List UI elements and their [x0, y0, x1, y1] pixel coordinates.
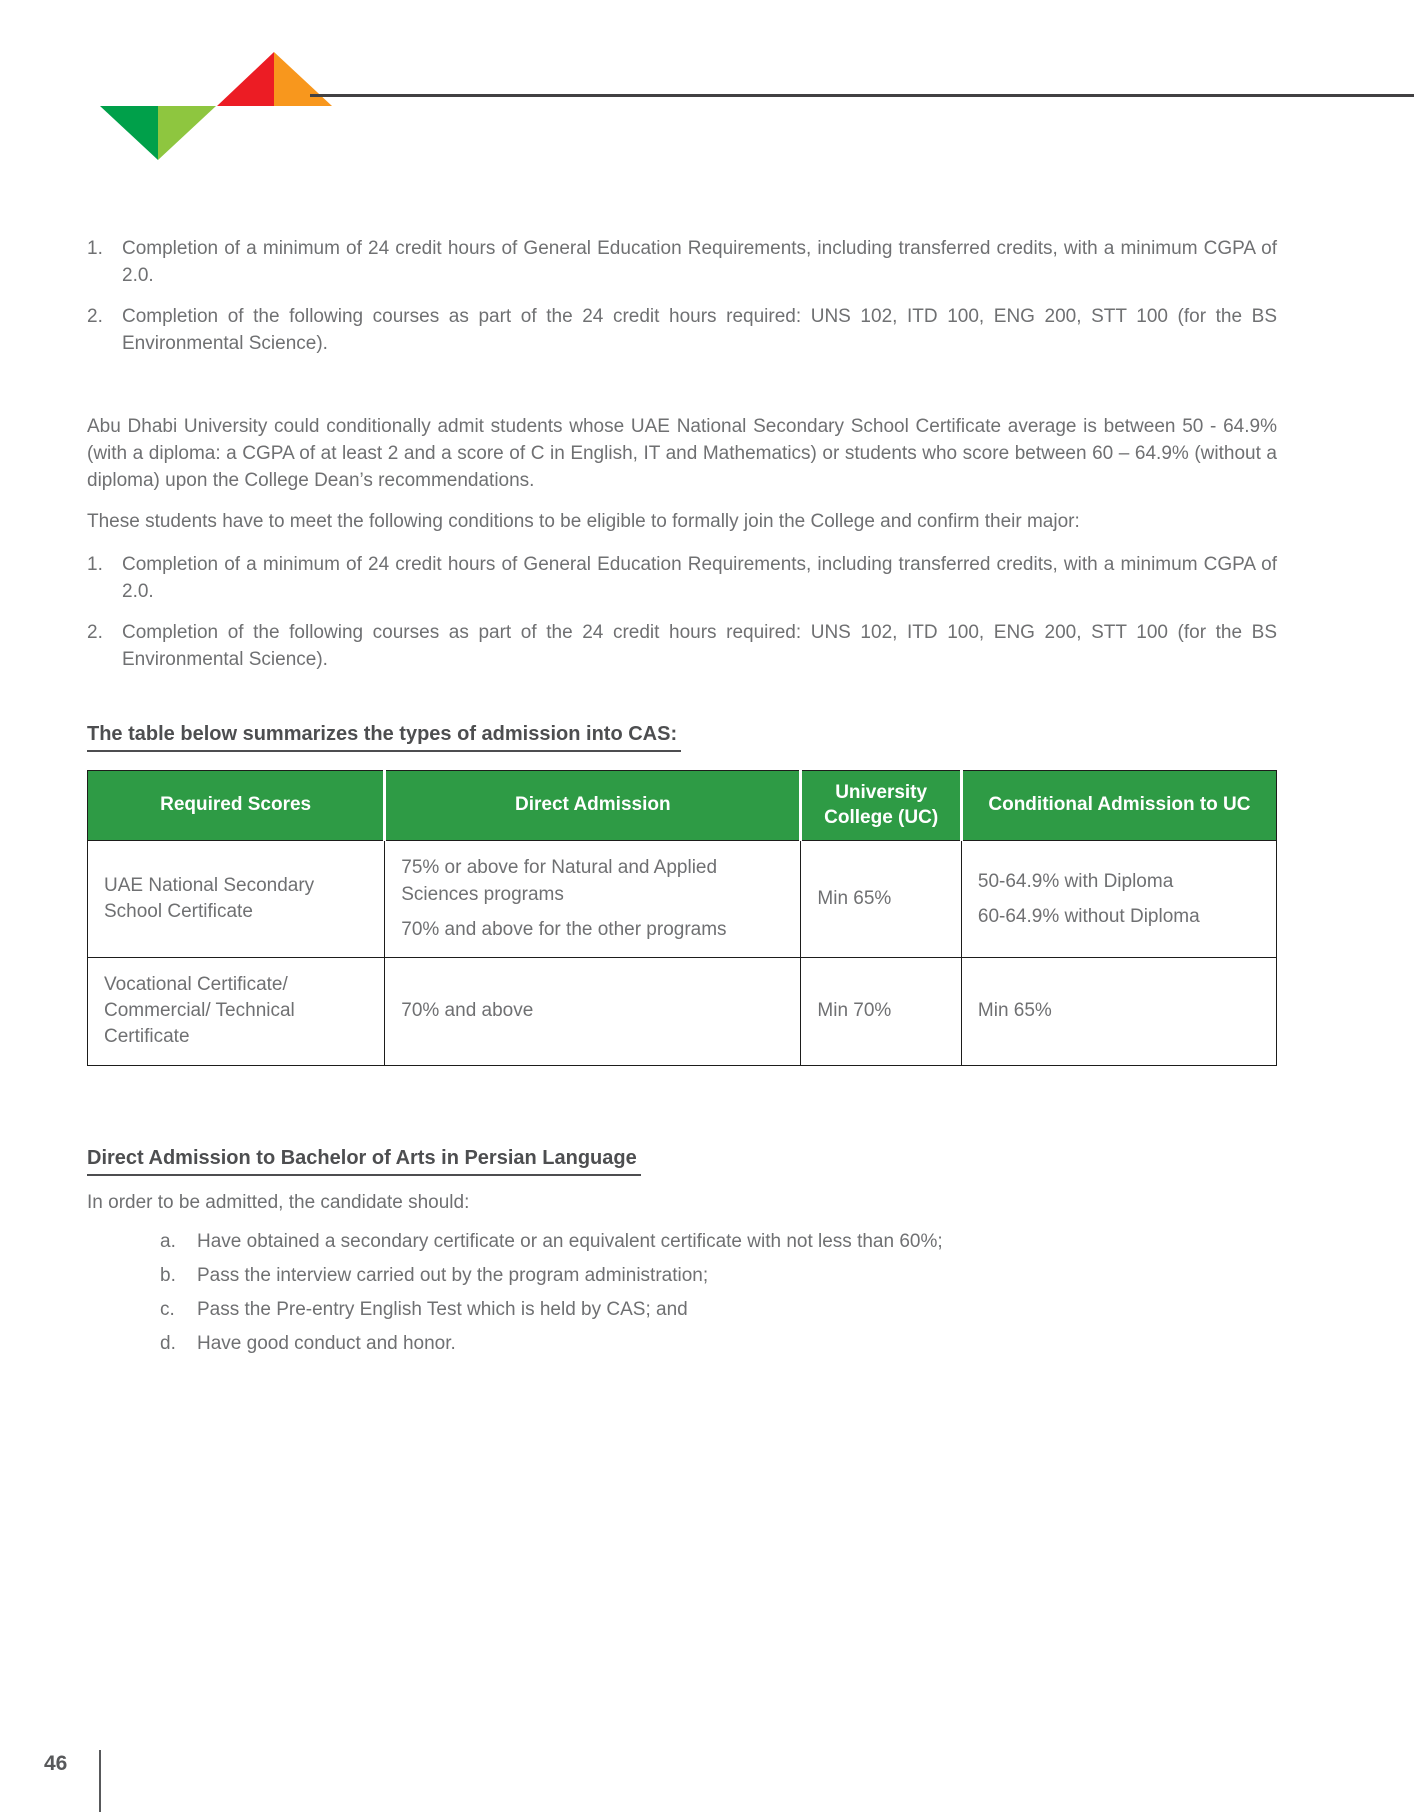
- cell-line: 60-64.9% without Diploma: [977, 905, 1200, 927]
- list-item-letter: d.: [160, 1332, 176, 1354]
- header-university-college: University College (UC): [801, 771, 962, 841]
- list-item: [160, 1297, 1277, 1324]
- list-item-number: 1.: [87, 553, 103, 575]
- cell-line: 50-64.9% with Diploma: [977, 870, 1174, 892]
- list-item: [87, 552, 1277, 606]
- list-item: [87, 236, 1277, 290]
- persian-section-intro: In order to be admitted, the candidate should:: [87, 1192, 470, 1214]
- list-item: [160, 1229, 1277, 1256]
- list-item-text: Have good conduct and honor.: [197, 1332, 456, 1354]
- list-item-letter: c.: [160, 1299, 175, 1320]
- conditional-admission-paragraph: Abu Dhabi University could conditionally admit students whose UAE National Secondary School Certificate average is between 50 - 64.9% (with a diploma: a CGPA of at least 2 and a score of C in English, IT and Mathematics) or students who score between 60 – 64.9% (without a diploma) upon the College Dean’s recommendations.: [87, 415, 1277, 491]
- list-item-letter: a.: [160, 1231, 176, 1253]
- cell-required-scores: Vocational Certificate/ Commercial/ Technical Certificate: [88, 958, 385, 1066]
- list-item-number: 1.: [87, 238, 103, 259]
- table-header-row: [88, 771, 1277, 841]
- list-item-text: Have obtained a secondary certificate or an equivalent certificate with not less than 60%;: [197, 1231, 943, 1253]
- footer-divider: [99, 1750, 101, 1812]
- cell-conditional-admission: [961, 841, 1276, 958]
- cell-line: 70% and above for the other programs: [401, 918, 727, 940]
- list-item-number: 2.: [87, 621, 103, 643]
- conditions-intro-paragraph: These students have to meet the following conditions to be eligible to formally join the College and confirm their major:: [87, 510, 1080, 532]
- header-required-scores: Required Scores: [88, 771, 385, 841]
- cell-direct-admission: [385, 841, 801, 958]
- cell-university-college: Min 65%: [801, 841, 962, 958]
- cell-line: Min 65%: [977, 1000, 1052, 1022]
- requirements-letter-list: [160, 1229, 1277, 1358]
- persian-section-heading: Direct Admission to Bachelor of Arts in Persian Language: [87, 1144, 641, 1176]
- list-item-text: Completion of a minimum of 24 credit hours of General Education Requirements, including transferred credits, with a minimum CGPA of 2.0.: [122, 238, 1277, 286]
- cell-required-scores: UAE National Secondary School Certificate: [88, 841, 385, 958]
- list-item-number: 2.: [87, 305, 103, 327]
- table-row: [88, 958, 1277, 1066]
- admission-table-title: The table below summarizes the types of admission into CAS:: [87, 720, 681, 752]
- list-item: [160, 1331, 1277, 1358]
- table-row: [88, 841, 1277, 958]
- list-item-text: Completion of a minimum of 24 credit hours of General Education Requirements, including transferred credits, with a minimum CGPA of 2.0.: [122, 553, 1277, 602]
- list-item: [87, 304, 1277, 358]
- cell-line: 75% or above for Natural and Applied Sciences programs: [401, 857, 718, 905]
- list-item-text: Completion of the following courses as part of the 24 credit hours required: UNS 102, ITD 100, ENG 200, STT 100 (for the BS Environmental Science).: [122, 621, 1277, 670]
- page-content: [87, 0, 1277, 1365]
- cell-line: 70% and above: [401, 1000, 534, 1022]
- cell-conditional-admission: [961, 958, 1276, 1066]
- list-item: [160, 1263, 1277, 1290]
- list-item: [87, 620, 1277, 674]
- header-direct-admission: Direct Admission: [385, 771, 801, 841]
- header-conditional-admission: Conditional Admission to UC: [961, 771, 1276, 841]
- list-item-text: Pass the Pre-entry English Test which is held by CAS; and: [197, 1299, 688, 1320]
- list-item-text: Completion of the following courses as part of the 24 credit hours required: UNS 102, ITD 100, ENG 200, STT 100 (for the BS Environmental Science).: [122, 305, 1277, 354]
- cell-direct-admission: [385, 958, 801, 1066]
- admission-table: [87, 770, 1277, 1066]
- page-number: 46: [44, 1752, 68, 1775]
- list-item-text: Pass the interview carried out by the program administration;: [197, 1265, 709, 1287]
- list-item-letter: b.: [160, 1265, 176, 1287]
- cell-university-college: Min 70%: [801, 958, 962, 1066]
